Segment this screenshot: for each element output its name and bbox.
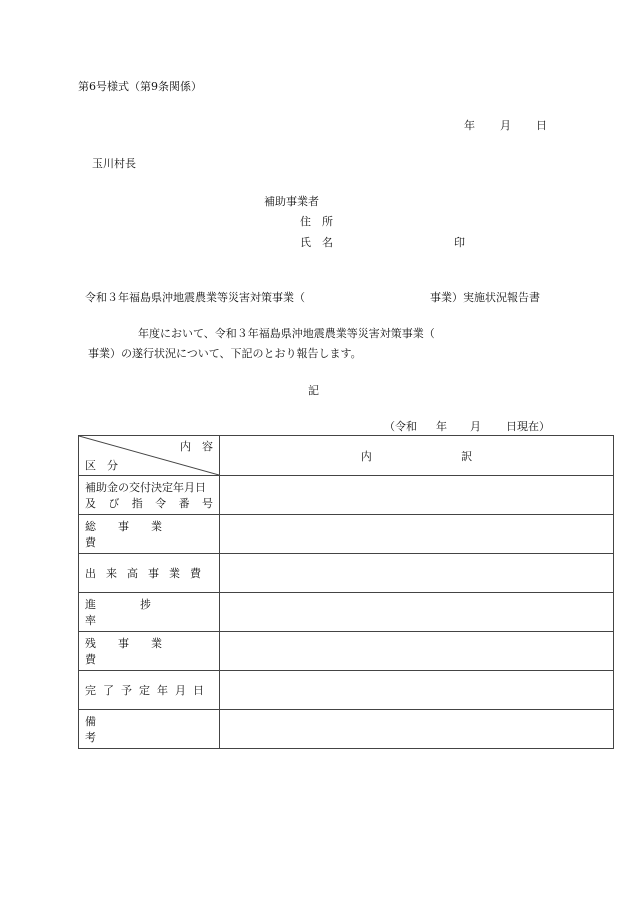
row-label — [79, 710, 220, 749]
date-year: 年 — [464, 119, 475, 132]
body-line-2: 事業）の遂行状況について、下記のとおり報告します。 — [88, 347, 362, 360]
row-value[interactable] — [220, 593, 614, 632]
row-label-line2: 及 び 指 令 番 号 — [85, 497, 213, 510]
header-diagonal-cell — [79, 436, 220, 476]
table-row — [79, 671, 614, 710]
date-day: 日 — [536, 119, 547, 132]
row-label-line1: 補助金の交付決定年月日 — [85, 481, 206, 494]
form-number: 第6号様式（第9条関係） — [78, 80, 202, 93]
row-value[interactable] — [220, 671, 614, 710]
row-label — [79, 671, 220, 710]
row-label-text: 出来高事業費 — [85, 567, 211, 580]
row-label — [79, 515, 220, 554]
row-label-text: 残事業費 — [85, 637, 184, 666]
row-label-text: 総事業費 — [85, 520, 184, 549]
address-label: 住 所 — [300, 215, 333, 228]
row-label — [79, 476, 220, 515]
name-label: 氏 名 — [300, 236, 333, 249]
header-content: 内 容 — [180, 440, 213, 453]
row-label-text: 完了予定年月日 — [85, 684, 211, 697]
as-of-open: （令和 — [384, 420, 417, 433]
row-label-text: 進捗率 — [85, 598, 195, 627]
table-row — [79, 710, 614, 749]
table-row — [79, 476, 614, 515]
row-label — [79, 593, 220, 632]
as-of-month: 月 — [470, 420, 481, 433]
table-row — [79, 632, 614, 671]
header-category: 区 分 — [85, 459, 118, 472]
row-value[interactable] — [220, 710, 614, 749]
document-title-part2: 事業）実施状況報告書 — [430, 291, 540, 304]
row-label — [79, 554, 220, 593]
status-table — [78, 435, 614, 749]
document-title-part1: 令和３年福島県沖地震農業等災害対策事業（ — [85, 291, 305, 304]
body-line-1: 年度において、令和３年福島県沖地震農業等災害対策事業（ — [138, 327, 435, 340]
seal-mark: 印 — [454, 236, 465, 249]
table-row — [79, 554, 614, 593]
row-value[interactable] — [220, 632, 614, 671]
date-month: 月 — [500, 119, 511, 132]
as-of-year: 年 — [436, 420, 447, 433]
table-row — [79, 593, 614, 632]
row-label-text: 備考 — [85, 715, 196, 744]
applicant-title: 補助事業者 — [264, 195, 319, 208]
row-value[interactable] — [220, 554, 614, 593]
addressee: 玉川村長 — [92, 157, 136, 170]
table-header-row — [79, 436, 614, 476]
ki-heading: 記 — [308, 384, 319, 397]
table-row — [79, 515, 614, 554]
row-value[interactable] — [220, 515, 614, 554]
row-value[interactable] — [220, 476, 614, 515]
as-of-close: 日現在） — [506, 420, 550, 433]
header-breakdown-cell — [220, 436, 614, 476]
row-label — [79, 632, 220, 671]
header-breakdown-2: 訳 — [461, 449, 473, 463]
header-breakdown-1: 内 — [360, 449, 372, 463]
